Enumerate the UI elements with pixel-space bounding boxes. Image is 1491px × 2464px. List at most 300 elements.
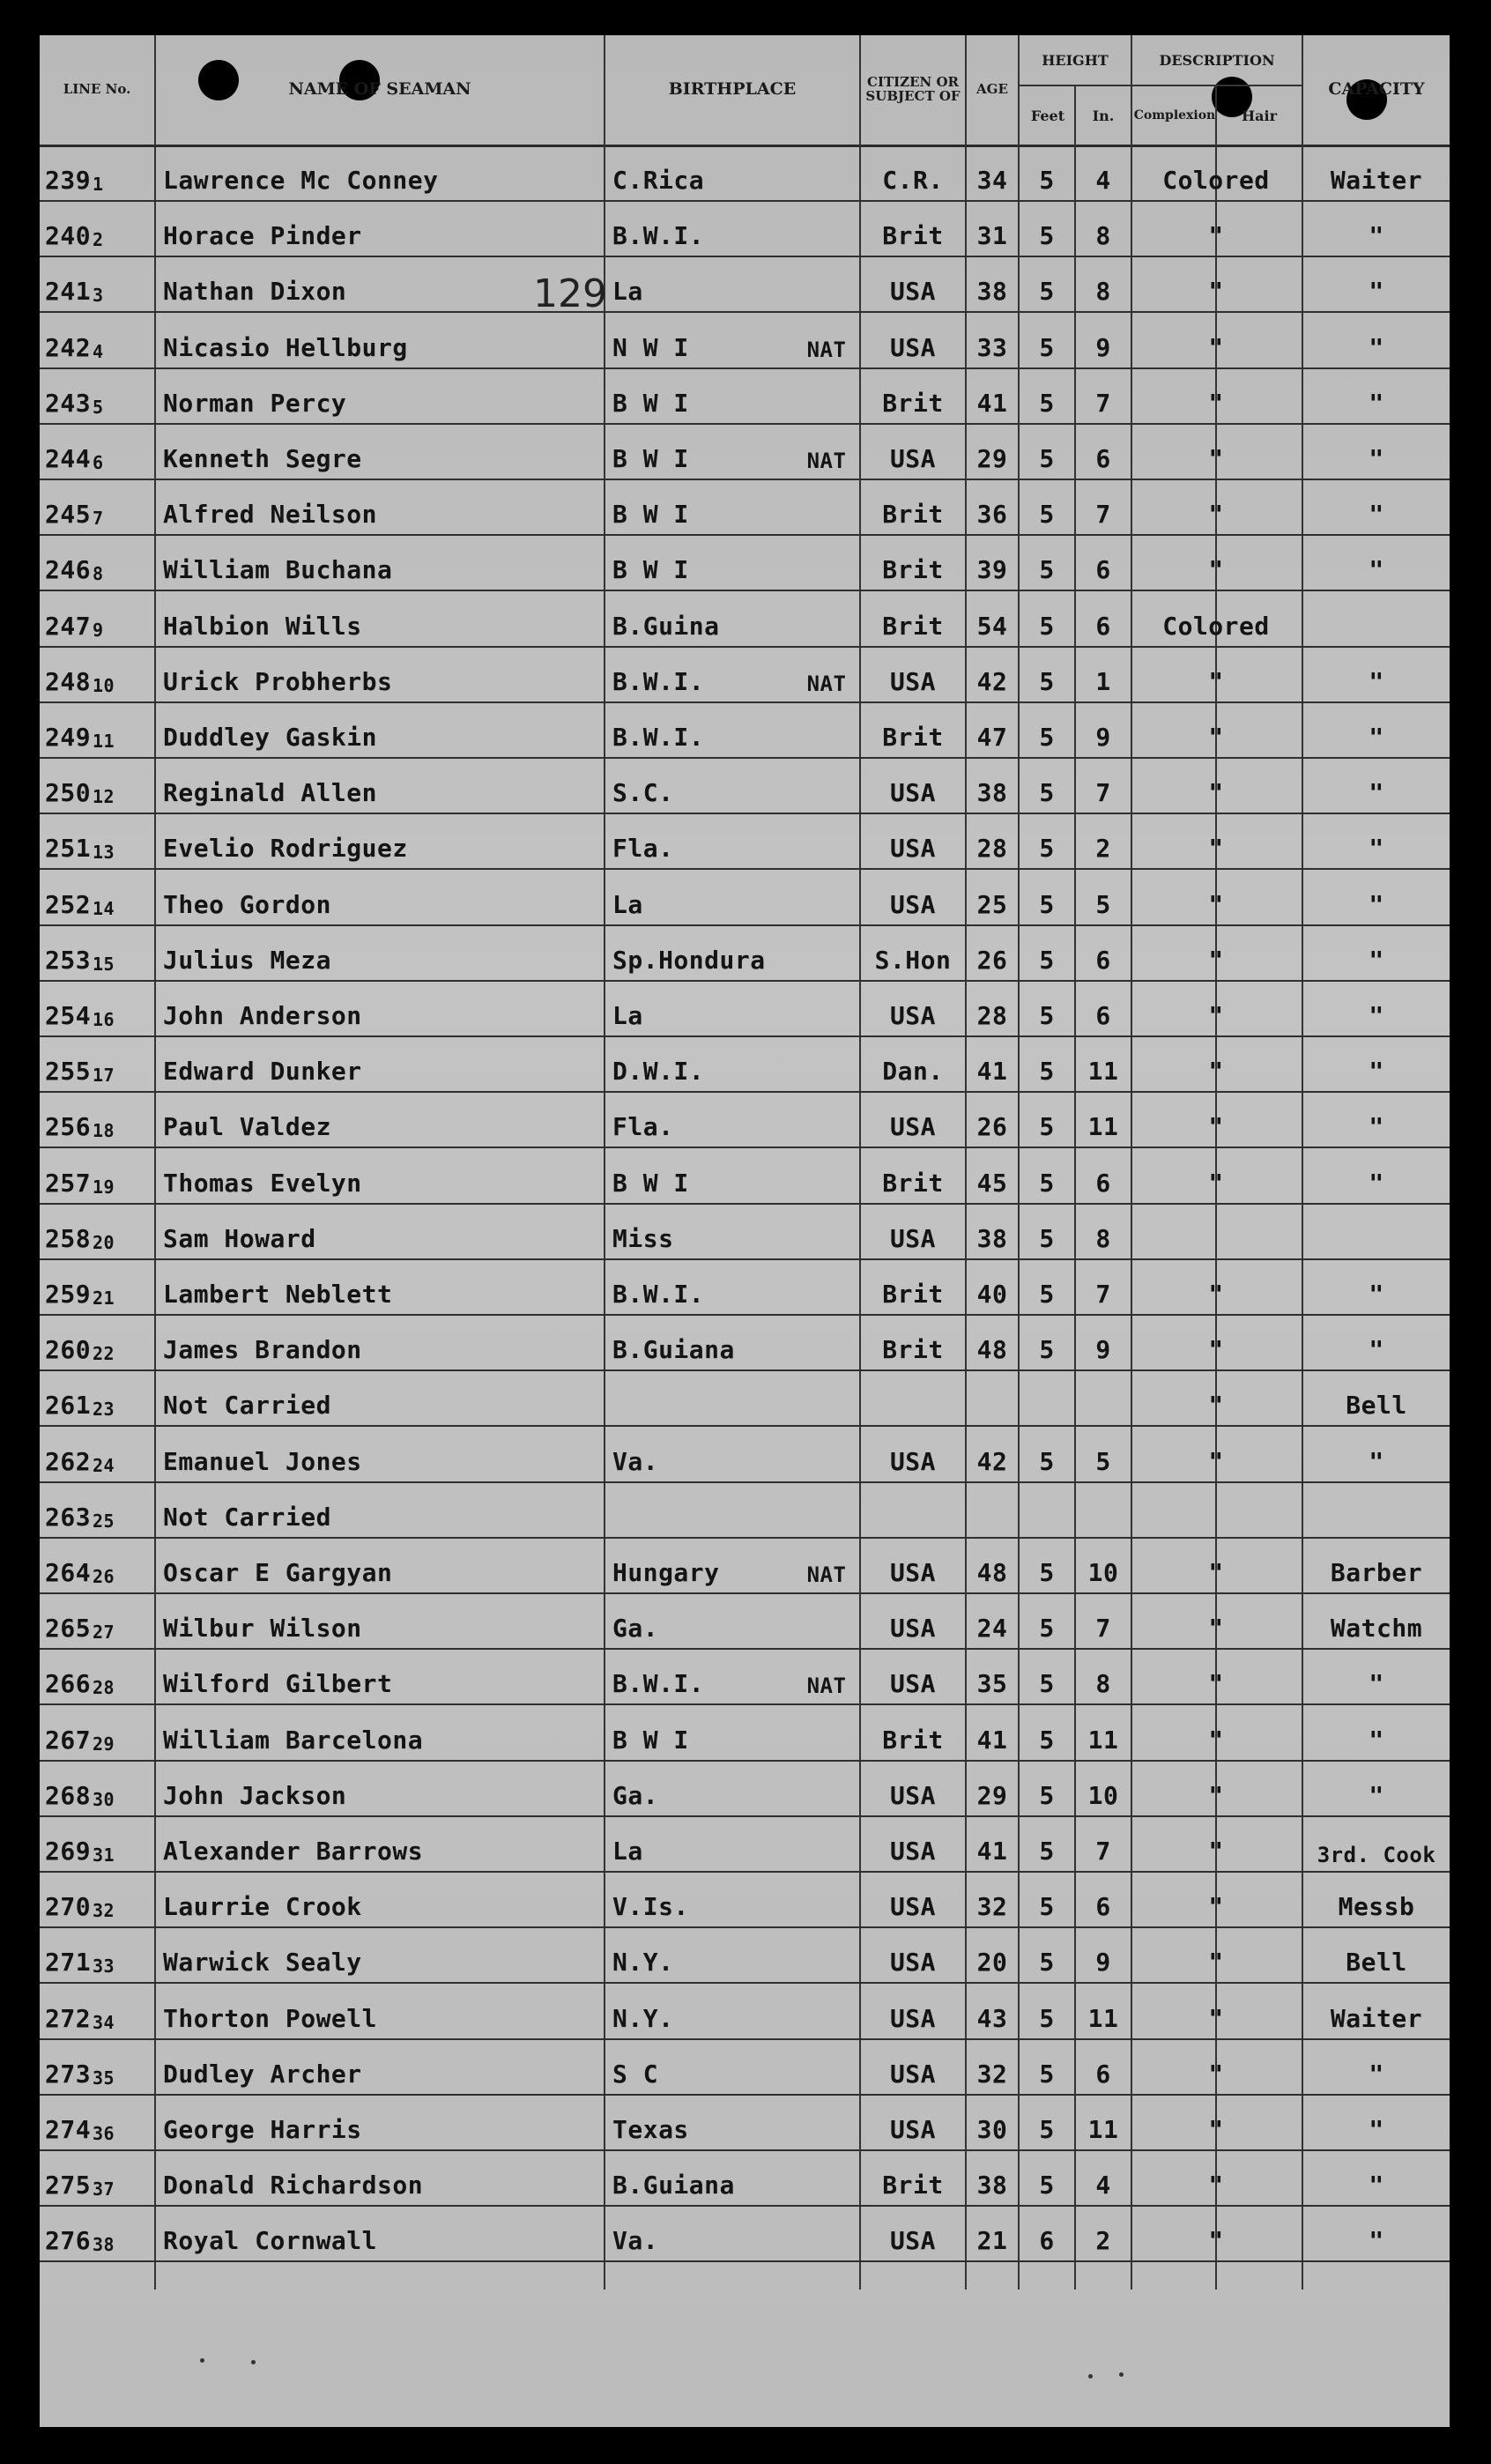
sub-number: 9 [93, 619, 104, 641]
age: 42 [976, 1446, 1008, 1476]
citizenship: USA [889, 1948, 937, 1978]
citizenship: USA [889, 277, 937, 307]
complexion: " [1208, 1558, 1224, 1587]
capacity: " [1369, 1001, 1384, 1030]
height-inches: 11 [1087, 2115, 1119, 2144]
header-birthplace: BIRTHPLACE [668, 79, 797, 100]
sub-number: 34 [93, 2011, 115, 2033]
sub-number: 7 [93, 508, 104, 530]
complexion: " [1208, 1614, 1224, 1644]
citizenship: C.R. [882, 166, 944, 195]
citizenship: USA [889, 2115, 937, 2144]
birthplace: Va. [612, 1446, 659, 1476]
seaman-name: Norman Percy [163, 388, 347, 418]
sub-number: 14 [93, 897, 115, 919]
sub-number: 18 [93, 1120, 115, 1142]
table-row [40, 590, 1450, 648]
citizenship: Brit [882, 388, 944, 418]
capacity: Waiter [1330, 2003, 1423, 2033]
height-feet: 6 [1039, 2226, 1055, 2256]
table-row [40, 1648, 1450, 1705]
crew-list-sheet [40, 35, 1450, 2427]
citizenship: USA [889, 666, 937, 696]
complexion: " [1208, 2059, 1224, 2089]
age: 40 [976, 1280, 1008, 1309]
height-feet: 5 [1039, 1780, 1055, 1810]
seaman-name: Thomas Evelyn [163, 1168, 362, 1198]
capacity: Messb [1338, 1892, 1415, 1922]
seaman-name: William Buchana [163, 555, 393, 585]
sub-number: 19 [93, 1176, 115, 1198]
citizenship: Brit [882, 2171, 944, 2201]
citizenship: USA [889, 1614, 937, 1644]
line-number: 265 [45, 1614, 92, 1644]
table-row [40, 869, 1450, 926]
birthplace: Texas [612, 2115, 689, 2144]
birthplace: V.Is. [612, 1892, 689, 1922]
height-feet: 5 [1039, 1837, 1055, 1866]
citizenship: Dan. [882, 1057, 944, 1087]
table-row [40, 1760, 1450, 1817]
capacity: " [1369, 500, 1384, 530]
height-inches: 2 [1095, 834, 1111, 864]
table-header [40, 35, 1450, 147]
table-row [40, 757, 1450, 814]
height-inches: 6 [1095, 444, 1111, 473]
age: 31 [976, 221, 1008, 251]
line-number: 275 [45, 2171, 92, 2201]
citizenship: USA [889, 1223, 937, 1253]
birthplace: N.Y. [612, 2003, 674, 2033]
height-inches: 7 [1095, 388, 1111, 418]
table-row [40, 534, 1450, 591]
height-inches: 6 [1095, 2059, 1111, 2089]
birthplace: B W I [612, 1168, 689, 1198]
table-row [40, 1871, 1450, 1928]
height-feet: 5 [1039, 1223, 1055, 1253]
line-number: 247 [45, 611, 92, 641]
citizenship: USA [889, 889, 937, 919]
header-height: HEIGHT [1020, 35, 1131, 86]
sub-number: 4 [93, 340, 104, 362]
capacity: " [1369, 388, 1384, 418]
birthplace: B W I [612, 388, 689, 418]
table-row [40, 1481, 1450, 1539]
line-number: 256 [45, 1112, 92, 1142]
table-row [40, 1537, 1450, 1594]
height-feet: 5 [1039, 945, 1055, 975]
height-feet: 5 [1039, 1446, 1055, 1476]
height-inches: 11 [1087, 2003, 1119, 2033]
age: 47 [976, 723, 1008, 752]
capacity: Bell [1346, 1948, 1407, 1978]
birthplace: B.W.I. [612, 1280, 705, 1309]
age: 54 [976, 611, 1008, 641]
table-row [40, 1258, 1450, 1316]
height-feet: 5 [1039, 778, 1055, 808]
citizenship: USA [889, 2003, 937, 2033]
birthplace: B.Guina [612, 611, 720, 641]
age: 41 [976, 388, 1008, 418]
height-feet: 5 [1039, 1112, 1055, 1142]
line-number: 263 [45, 1502, 92, 1532]
header-capacity: CAPACITY [1328, 79, 1425, 100]
complexion: " [1208, 1837, 1224, 1866]
capacity: " [1369, 723, 1384, 752]
header-name: NAME OF SEAMAN [288, 79, 471, 100]
citizenship: USA [889, 1001, 937, 1030]
capacity: " [1369, 1112, 1384, 1142]
complexion: " [1208, 1780, 1224, 1810]
seaman-name: Edward Dunker [163, 1057, 362, 1087]
capacity: " [1369, 1057, 1384, 1087]
height-feet: 5 [1039, 2115, 1055, 2144]
seaman-name: George Harris [163, 2115, 362, 2144]
table-row [40, 479, 1450, 536]
age: 34 [976, 166, 1008, 195]
line-number: 250 [45, 778, 92, 808]
height-inches: 11 [1087, 1112, 1119, 1142]
table-row [40, 1815, 1450, 1873]
citizenship: USA [889, 1837, 937, 1866]
complexion: " [1208, 277, 1224, 307]
birthplace: B W I [612, 444, 689, 473]
citizenship: USA [889, 834, 937, 864]
citizenship: Brit [882, 723, 944, 752]
citizenship: USA [889, 444, 937, 473]
line-number: 262 [45, 1446, 92, 1476]
height-inches: 7 [1095, 1614, 1111, 1644]
naturalized-mark: NAT [806, 1562, 847, 1587]
height-inches: 6 [1095, 945, 1111, 975]
sub-number: 13 [93, 842, 115, 864]
capacity: " [1369, 1335, 1384, 1365]
seaman-name: Urick Probherbs [163, 666, 393, 696]
seaman-name: Alexander Barrows [163, 1837, 424, 1866]
seaman-name: Warwick Sealy [163, 1948, 362, 1978]
height-feet: 5 [1039, 555, 1055, 585]
height-feet: 5 [1039, 611, 1055, 641]
line-number: 244 [45, 444, 92, 473]
complexion: " [1208, 1669, 1224, 1699]
capacity: " [1369, 1725, 1384, 1755]
capacity: " [1369, 666, 1384, 696]
height-feet: 5 [1039, 332, 1055, 362]
height-inches: 2 [1095, 2226, 1111, 2256]
birthplace: B W I [612, 500, 689, 530]
complexion: " [1208, 1948, 1224, 1978]
height-feet: 5 [1039, 834, 1055, 864]
line-number: 241 [45, 277, 92, 307]
age: 42 [976, 666, 1008, 696]
height-feet: 5 [1039, 1948, 1055, 1978]
sub-number: 35 [93, 2067, 115, 2089]
complexion: " [1208, 1725, 1224, 1755]
complexion: " [1208, 1280, 1224, 1309]
header-complexion: Complexion [1133, 108, 1216, 122]
complexion: " [1208, 2226, 1224, 2256]
sub-number: 25 [93, 1510, 115, 1532]
sub-number: 11 [93, 731, 115, 752]
birthplace: Miss [612, 1223, 674, 1253]
height-inches: 7 [1095, 1837, 1111, 1866]
line-number: 266 [45, 1669, 92, 1699]
line-number: 242 [45, 332, 92, 362]
seaman-name: John Jackson [163, 1780, 347, 1810]
citizenship: USA [889, 332, 937, 362]
line-number: 273 [45, 2059, 92, 2089]
height-feet: 5 [1039, 2059, 1055, 2089]
height-inches: 8 [1095, 221, 1111, 251]
height-inches: 7 [1095, 1280, 1111, 1309]
sub-number: 37 [93, 2178, 115, 2201]
table-row [40, 1314, 1450, 1371]
header-hair: Hair [1242, 107, 1277, 124]
height-inches: 5 [1095, 889, 1111, 919]
line-number: 264 [45, 1558, 92, 1587]
citizenship: Brit [882, 611, 944, 641]
age: 38 [976, 277, 1008, 307]
sub-number: 36 [93, 2123, 115, 2144]
table-row [40, 1369, 1450, 1427]
complexion: " [1208, 834, 1224, 864]
height-inches: 6 [1095, 1892, 1111, 1922]
sub-number: 10 [93, 674, 115, 696]
capacity: " [1369, 778, 1384, 808]
height-inches: 9 [1095, 332, 1111, 362]
line-number: 239 [45, 166, 92, 195]
citizenship: USA [889, 1669, 937, 1699]
height-feet: 5 [1039, 1558, 1055, 1587]
birthplace: N W I [612, 332, 689, 362]
sub-number: 31 [93, 1844, 115, 1866]
birthplace: Fla. [612, 1112, 674, 1142]
birthplace: Va. [612, 2226, 659, 2256]
complexion: " [1208, 723, 1224, 752]
sub-number: 24 [93, 1454, 115, 1476]
seaman-name: Laurrie Crook [163, 1892, 362, 1922]
height-inches: 8 [1095, 1223, 1111, 1253]
sub-number: 8 [93, 563, 104, 585]
line-number: 251 [45, 834, 92, 864]
age: 24 [976, 1614, 1008, 1644]
line-number: 268 [45, 1780, 92, 1810]
citizenship: Brit [882, 1725, 944, 1755]
complexion: " [1208, 1391, 1224, 1421]
capacity: " [1369, 945, 1384, 975]
age: 26 [976, 945, 1008, 975]
birthplace: B W I [612, 1725, 689, 1755]
capacity: Bell [1346, 1391, 1407, 1421]
complexion: " [1208, 555, 1224, 585]
height-inches: 5 [1095, 1446, 1111, 1476]
naturalized-mark: NAT [806, 1674, 847, 1699]
birthplace: B.W.I. [612, 221, 705, 251]
height-feet: 5 [1039, 444, 1055, 473]
table-row [40, 1091, 1450, 1148]
line-number: 240 [45, 221, 92, 251]
ink-speck [1119, 2372, 1124, 2377]
complexion: " [1208, 444, 1224, 473]
complexion: " [1208, 1112, 1224, 1142]
line-number: 276 [45, 2226, 92, 2256]
citizenship: USA [889, 778, 937, 808]
complexion: " [1208, 221, 1224, 251]
age: 30 [976, 2115, 1008, 2144]
age: 32 [976, 2059, 1008, 2089]
table-row [40, 2038, 1450, 2096]
height-inches: 8 [1095, 277, 1111, 307]
height-inches: 6 [1095, 1168, 1111, 1198]
citizenship: USA [889, 1780, 937, 1810]
birthplace: Ga. [612, 1780, 659, 1810]
sub-number: 27 [93, 1622, 115, 1644]
capacity: " [1369, 2226, 1384, 2256]
line-number: 272 [45, 2003, 92, 2033]
age: 36 [976, 500, 1008, 530]
sub-number: 17 [93, 1065, 115, 1087]
height-feet: 5 [1039, 889, 1055, 919]
citizenship: USA [889, 2059, 937, 2089]
complexion: " [1208, 1168, 1224, 1198]
age: 29 [976, 444, 1008, 473]
sub-number: 3 [93, 285, 104, 307]
height-feet: 5 [1039, 1892, 1055, 1922]
seaman-name: Wilford Gilbert [163, 1669, 393, 1699]
capacity: " [1369, 1446, 1384, 1476]
age: 38 [976, 1223, 1008, 1253]
line-number: 274 [45, 2115, 92, 2144]
sub-number: 38 [93, 2234, 115, 2256]
capacity: Waiter [1330, 166, 1423, 195]
age: 28 [976, 1001, 1008, 1030]
age: 25 [976, 889, 1008, 919]
age: 48 [976, 1335, 1008, 1365]
citizenship: Brit [882, 1280, 944, 1309]
height-feet: 5 [1039, 666, 1055, 696]
sub-number: 12 [93, 786, 115, 808]
capacity: " [1369, 555, 1384, 585]
complexion: " [1208, 2171, 1224, 2201]
height-feet: 5 [1039, 277, 1055, 307]
seaman-name: Royal Cornwall [163, 2226, 378, 2256]
sub-number: 6 [93, 452, 104, 473]
complexion: " [1208, 332, 1224, 362]
capacity: " [1369, 2171, 1384, 2201]
line-number: 260 [45, 1335, 92, 1365]
birthplace: La [612, 1837, 643, 1866]
line-number: 255 [45, 1057, 92, 1087]
sub-number: 26 [93, 1566, 115, 1587]
seaman-name: Dudley Archer [163, 2059, 362, 2089]
line-number: 246 [45, 555, 92, 585]
birthplace: S C [612, 2059, 659, 2089]
table-row [40, 256, 1450, 313]
birthplace: B.W.I. [612, 1669, 705, 1699]
birthplace: N.Y. [612, 1948, 674, 1978]
age: 41 [976, 1837, 1008, 1866]
height-inches: 7 [1095, 500, 1111, 530]
line-number: 258 [45, 1223, 92, 1253]
seaman-name: Julius Meza [163, 945, 331, 975]
height-inches: 9 [1095, 1948, 1111, 1978]
sub-number: 2 [93, 229, 104, 251]
citizenship: Brit [882, 1168, 944, 1198]
citizenship: S.Hon [874, 945, 952, 975]
birthplace: D.W.I. [612, 1057, 705, 1087]
citizenship: USA [889, 1558, 937, 1587]
line-number: 261 [45, 1391, 92, 1421]
citizenship: Brit [882, 221, 944, 251]
birthplace: La [612, 889, 643, 919]
line-number: 253 [45, 945, 92, 975]
seaman-name: Kenneth Segre [163, 444, 362, 473]
complexion: " [1208, 1057, 1224, 1087]
table-row [40, 701, 1450, 759]
complexion: " [1208, 500, 1224, 530]
capacity: " [1369, 221, 1384, 251]
header-description: DESCRIPTION [1132, 35, 1302, 86]
height-feet: 5 [1039, 1669, 1055, 1699]
height-feet: 5 [1039, 1168, 1055, 1198]
birthplace: B W I [612, 555, 689, 585]
age: 41 [976, 1057, 1008, 1087]
sub-number: 20 [93, 1231, 115, 1253]
seaman-name: Not Carried [163, 1391, 331, 1421]
seaman-name: Halbion Wills [163, 611, 362, 641]
table-row [40, 1147, 1450, 1205]
birthplace: Hungary [612, 1558, 720, 1587]
birthplace: Fla. [612, 834, 674, 864]
table-row [40, 312, 1450, 369]
age: 33 [976, 332, 1008, 362]
sub-number: 23 [93, 1399, 115, 1421]
complexion: " [1208, 1446, 1224, 1476]
birthplace: Sp.Hondura [612, 945, 766, 975]
table-row [40, 2205, 1450, 2262]
age: 28 [976, 834, 1008, 864]
capacity: " [1369, 834, 1384, 864]
table-row [40, 2149, 1450, 2207]
sub-number: 28 [93, 1677, 115, 1699]
seaman-name: Donald Richardson [163, 2171, 424, 2201]
height-inches: 8 [1095, 1669, 1111, 1699]
table-row [40, 924, 1450, 982]
age: 32 [976, 1892, 1008, 1922]
header-feet: Feet [1030, 107, 1065, 124]
naturalized-mark: NAT [806, 337, 847, 362]
seaman-name: Emanuel Jones [163, 1446, 362, 1476]
birthplace: La [612, 277, 643, 307]
height-inches: 4 [1095, 166, 1111, 195]
sub-number: 16 [93, 1009, 115, 1030]
ink-speck [1088, 2374, 1093, 2379]
citizenship: USA [889, 2226, 937, 2256]
table-row [40, 1926, 1450, 1984]
sub-number: 22 [93, 1343, 115, 1365]
height-feet: 5 [1039, 166, 1055, 195]
header-inches: In. [1092, 107, 1115, 124]
age: 21 [976, 2226, 1008, 2256]
line-number: 243 [45, 388, 92, 418]
height-feet: 5 [1039, 500, 1055, 530]
line-number: 257 [45, 1168, 92, 1198]
age: 43 [976, 2003, 1008, 2033]
table-row [40, 1592, 1450, 1650]
capacity: Barber [1330, 1558, 1423, 1587]
height-feet: 5 [1039, 723, 1055, 752]
age: 29 [976, 1780, 1008, 1810]
